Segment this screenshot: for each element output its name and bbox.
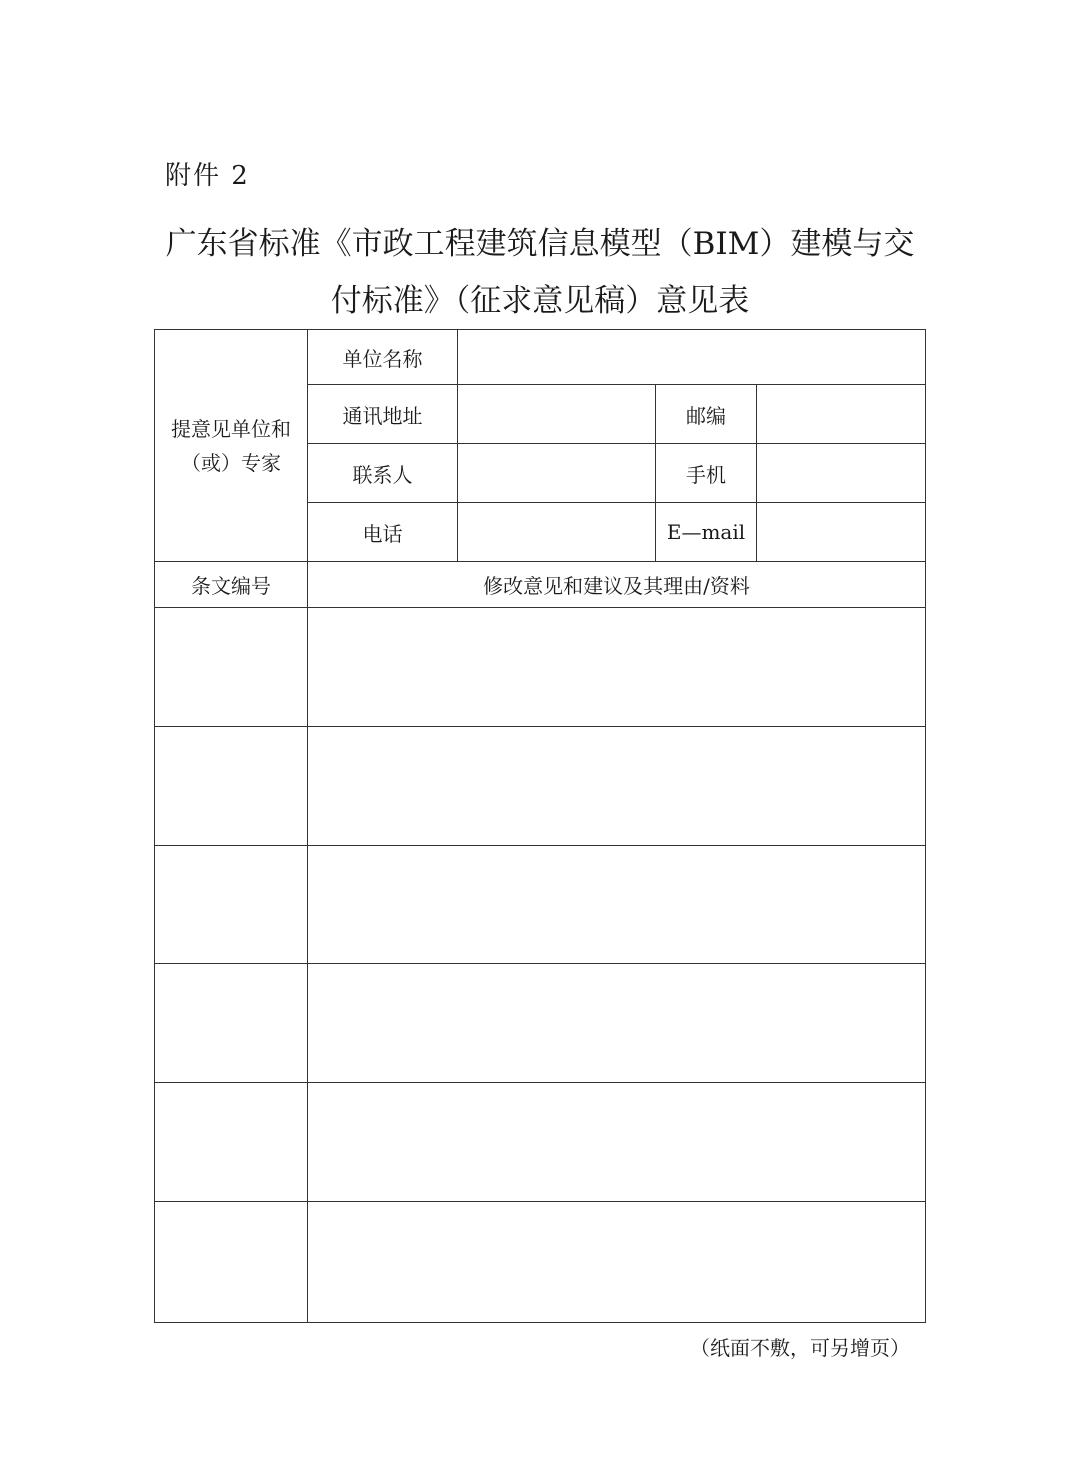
address-label: 通讯地址	[308, 385, 458, 444]
unit-name-field[interactable]	[458, 330, 926, 385]
comment-field[interactable]	[308, 727, 926, 846]
unit-name-label: 单位名称	[308, 330, 458, 385]
clause-number-field[interactable]	[155, 727, 308, 846]
mobile-field[interactable]	[757, 444, 926, 503]
email-label: E—mail	[656, 503, 757, 562]
form-title-line-1: 广东省标准《市政工程建筑信息模型（BIM）建模与交	[165, 226, 915, 262]
contact-field[interactable]	[458, 444, 656, 503]
clause-number-field[interactable]	[155, 846, 308, 964]
submitter-label-line-1: 提意见单位和	[171, 416, 291, 441]
address-field[interactable]	[458, 385, 656, 444]
clause-number-field[interactable]	[155, 1083, 308, 1202]
mobile-label: 手机	[656, 444, 757, 503]
comment-field[interactable]	[308, 1202, 926, 1323]
footer-note: （纸面不敷，可另增页）	[690, 1336, 910, 1360]
comment-form-table	[154, 329, 926, 1323]
clause-number-header: 条文编号	[155, 562, 308, 608]
contact-label: 联系人	[308, 444, 458, 503]
postcode-label: 邮编	[656, 385, 757, 444]
postcode-field[interactable]	[757, 385, 926, 444]
phone-field[interactable]	[458, 503, 656, 562]
comment-field[interactable]	[308, 608, 926, 727]
comment-field[interactable]	[308, 1083, 926, 1202]
attachment-label: 附件 2	[165, 161, 250, 191]
comments-header: 修改意见和建议及其理由/资料	[308, 562, 926, 608]
submitter-label-cell	[155, 330, 308, 562]
comment-field[interactable]	[308, 964, 926, 1083]
comment-field[interactable]	[308, 846, 926, 964]
email-field[interactable]	[757, 503, 926, 562]
clause-number-field[interactable]	[155, 964, 308, 1083]
clause-number-field[interactable]	[155, 1202, 308, 1323]
phone-label: 电话	[308, 503, 458, 562]
clause-number-field[interactable]	[155, 608, 308, 727]
submitter-label-line-2: （或）专家	[181, 450, 281, 475]
form-title-line-2: 付标准》（征求意见稿）意见表	[330, 283, 750, 319]
